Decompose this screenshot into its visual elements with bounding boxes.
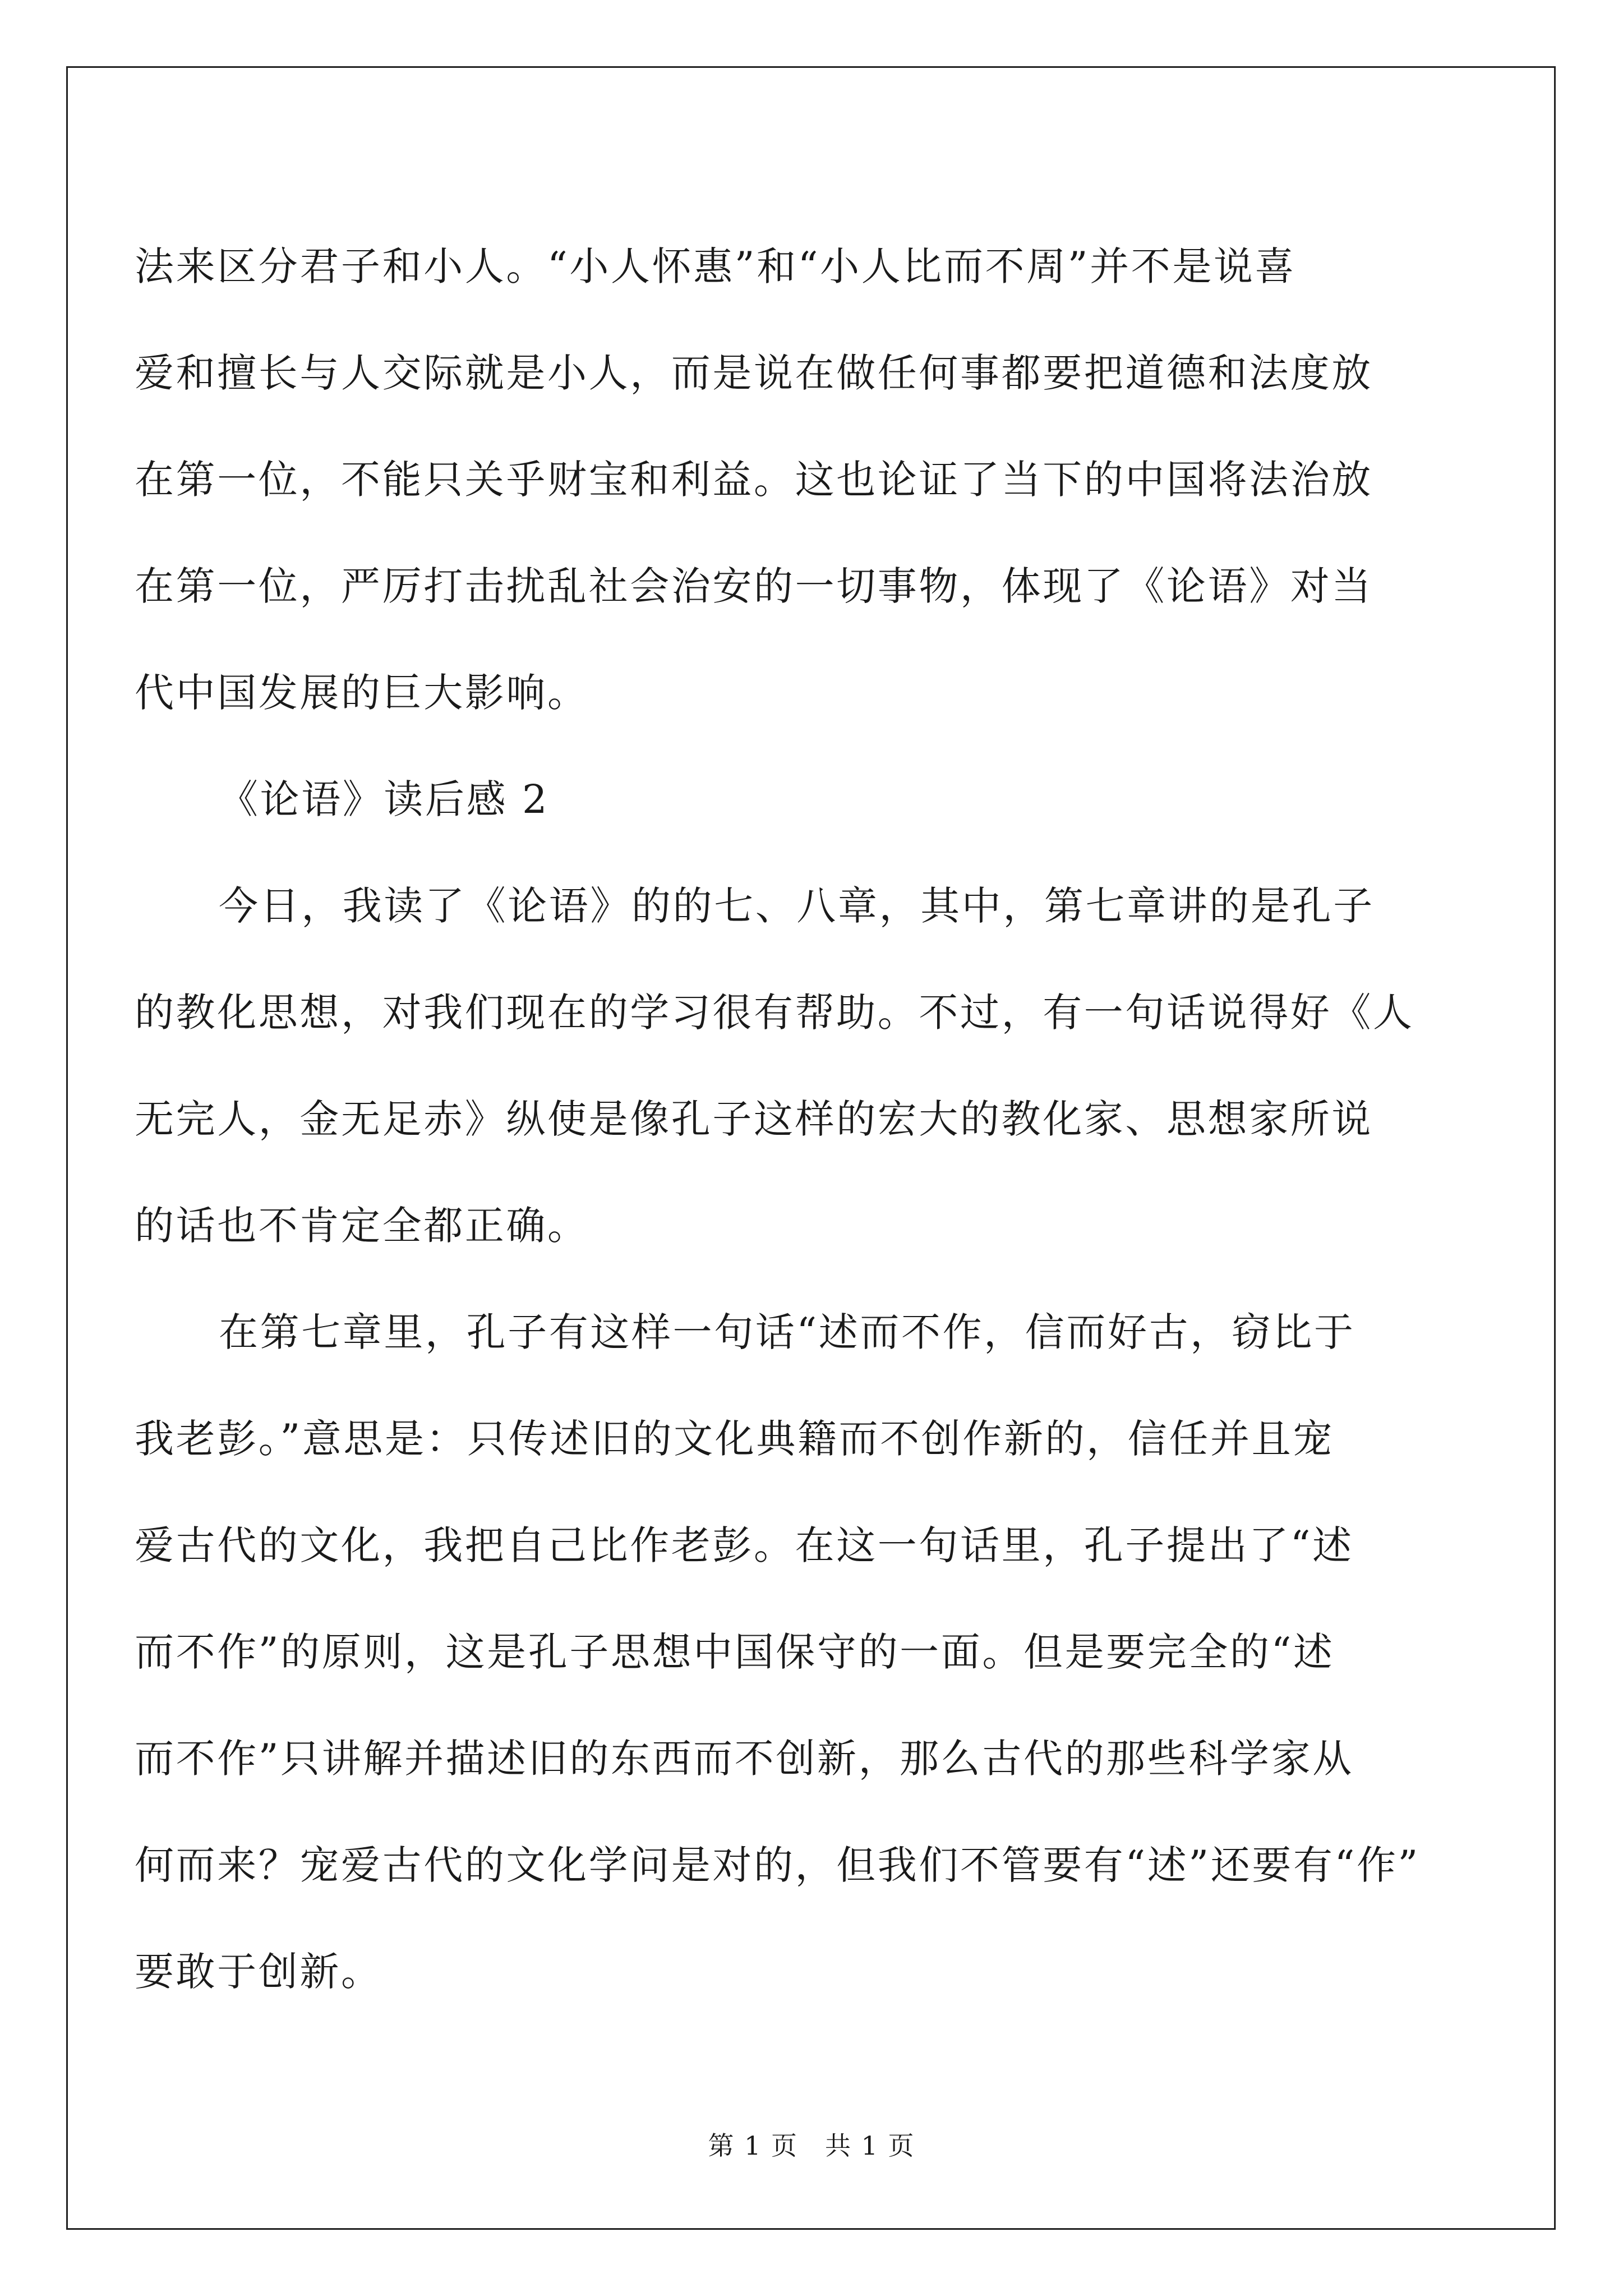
text-line: 爱和擅长与人交际就是小人，而是说在做任何事都要把道德和法度放: [135, 350, 1373, 396]
document-body: [135, 213, 1447, 2025]
section-heading: 《论语》读后感 2: [219, 776, 550, 822]
text-line: 代中国发展的巨大影响。: [135, 670, 589, 716]
text-line: 而不作”只讲解并描述旧的东西而不创新，那么古代的那些科学家从: [135, 1736, 1354, 1782]
text-line: 何而来？宠爱古代的文化学问是对的，但我们不管要有“述”还要有“作”: [135, 1842, 1420, 1888]
text-line: 的教化思想，对我们现在的学习很有帮助。不过，有一句话说得好《人: [135, 990, 1414, 1036]
text-line: 今日，我读了《论语》的的七、八章，其中，第七章讲的是孔子: [219, 883, 1375, 929]
text-line: 要敢于创新。: [135, 1949, 382, 1995]
text-line: 在第一位，严厉打击扰乱社会治安的一切事物，体现了《论语》对当: [135, 563, 1373, 609]
text-line: 在第一位，不能只关乎财宝和利益。这也论证了当下的中国将法治放: [135, 457, 1373, 503]
page-number-footer: 第 1 页 共 1 页: [708, 2131, 915, 2161]
text-line: 的话也不肯定全都正确。: [135, 1203, 589, 1249]
text-line: 我老彭。”意思是：只传述旧的文化典籍而不创作新的，信任并且宠: [135, 1416, 1334, 1462]
text-line: 而不作”的原则，这是孔子思想中国保守的一面。但是要完全的“述: [135, 1629, 1335, 1675]
text-line: 法来区分君子和小人。“小人怀惠”和“小人比而不周”并不是说喜: [135, 243, 1297, 289]
text-line: 爱古代的文化，我把自己比作老彭。在这一句话里，孔子提出了“述: [135, 1522, 1354, 1568]
text-line: 无完人，金无足赤》纵使是像孔子这样的宏大的教化家、思想家所说: [135, 1096, 1373, 1142]
text-line: 在第七章里，孔子有这样一句话“述而不作，信而好古，窃比于: [219, 1309, 1355, 1355]
